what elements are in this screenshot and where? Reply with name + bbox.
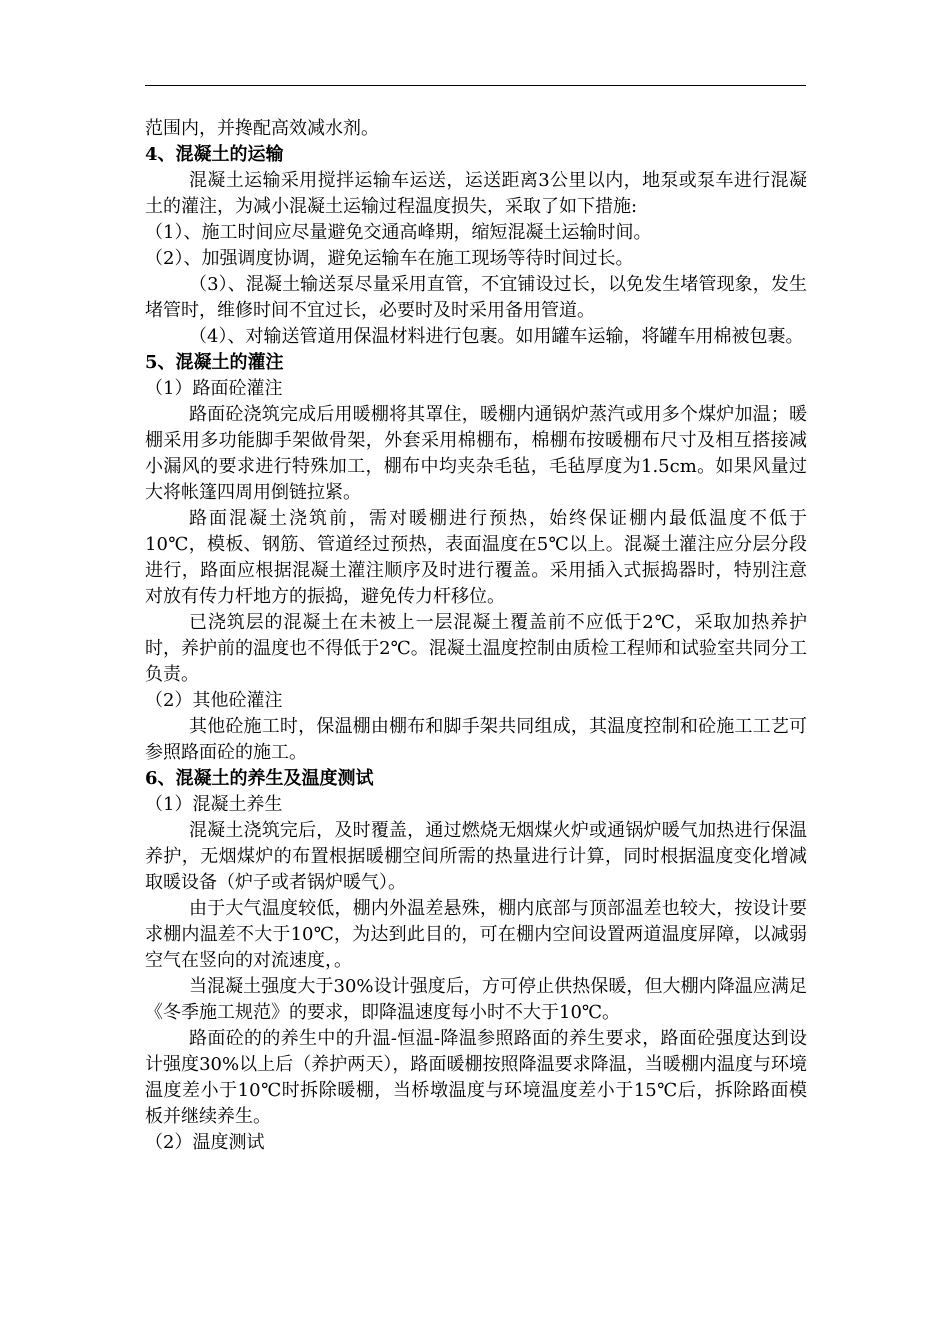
- subsection-heading: （2）温度测试: [145, 1132, 265, 1153]
- section-heading-pouring: 5、混凝土的灌注: [145, 352, 284, 373]
- paragraph: 路面混凝土浇筑前，需对暖棚进行预热，始终保证棚内最低温度不低于10℃，模板、钢筋、管道经过预热，表面温度在5℃以上。混凝土灌注应分层分段进行，路面应根据混凝土灌注顺序及时进行覆盖。采用插入式振捣器时，特别注意对放有传力杆地方的振捣，避免传力杆移位。: [145, 508, 807, 607]
- paragraph: 范围内，并搀配高效减水剂。: [145, 118, 379, 139]
- paragraph: 其他砼施工时，保温棚由棚布和脚手架共同组成，其温度控制和砼施工工艺可参照路面砼的施工。: [145, 716, 807, 763]
- list-item: （4）、对输送管道用保温材料进行包裹。如用罐车运输，将罐车用棉被包裹。: [189, 326, 804, 347]
- subsection-heading: （2）其他砼灌注: [145, 690, 283, 711]
- list-item: （1）、施工时间应尽量避免交通高峰期，缩短混凝土运输时间。: [145, 222, 652, 243]
- list-item: （3）、混凝土输送泵尽量采用直管，不宜铺设过长，以免发生堵管现象，发生堵管时，维修时间不宜过长，必要时及时采用备用管道。: [145, 274, 807, 321]
- subsection-heading: （1）混凝土养生: [145, 794, 283, 815]
- paragraph: 混凝土运输采用搅拌运输车运送，运送距离3公里以内，地泵或泵车进行混凝土的灌注，为减小混凝土运输过程温度损失，采取了如下措施:: [145, 170, 807, 217]
- paragraph: 由于大气温度较低，棚内外温差悬殊，棚内底部与顶部温差也较大，按设计要求棚内温差不大于10℃，为达到此目的，可在棚内空间设置两道温度屏障，以减弱空气在竖向的对流速度，。: [145, 898, 807, 971]
- paragraph: 已浇筑层的混凝土在未被上一层混凝土覆盖前不应低于2℃，采取加热养护时，养护前的温度也不得低于2℃。混凝土温度控制由质检工程师和试验室共同分工负责。: [145, 612, 807, 685]
- document-body: [145, 116, 807, 1156]
- paragraph: 当混凝土强度大于30%设计强度后，方可停止供热保暖，但大棚内降温应满足《冬季施工规范》的要求，即降温速度每小时不大于10℃。: [145, 976, 807, 1023]
- subsection-heading: （1）路面砼灌注: [145, 378, 283, 399]
- list-item: （2）、加强调度协调，避免运输车在施工现场等待时间过长。: [145, 248, 634, 269]
- paragraph: 路面砼浇筑完成后用暖棚将其罩住，暖棚内通锅炉蒸汽或用多个煤炉加温；暖棚采用多功能脚手架做骨架，外套采用棉棚布，棉棚布按暖棚布尺寸及相互搭接减小漏风的要求进行特殊加工，棚布中均夹杂毛毡，毛毡厚度为1.5cm。如果风量过大将帐篷四周用倒链拉紧。: [145, 404, 807, 503]
- paragraph: 路面砼的的养生中的升温-恒温-降温参照路面的养生要求，路面砼强度达到设计强度30%以上后（养护两天），路面暖棚按照降温要求降温，当暖棚内温度与环境温度差小于10℃时拆除暖棚，当桥墩温度与环境温度差小于15℃后，拆除路面模板并继续养生。: [145, 1028, 807, 1127]
- header-rule: [145, 85, 806, 86]
- paragraph: 混凝土浇筑完后，及时覆盖，通过燃烧无烟煤火炉或通锅炉暖气加热进行保温养护，无烟煤炉的布置根据暖棚空间所需的热量进行计算，同时根据温度变化增减取暖设备（炉子或者锅炉暖气）。: [145, 820, 807, 893]
- section-heading-transport: 4、混凝土的运输: [145, 144, 284, 165]
- section-heading-curing: 6、混凝土的养生及温度测试: [145, 768, 374, 789]
